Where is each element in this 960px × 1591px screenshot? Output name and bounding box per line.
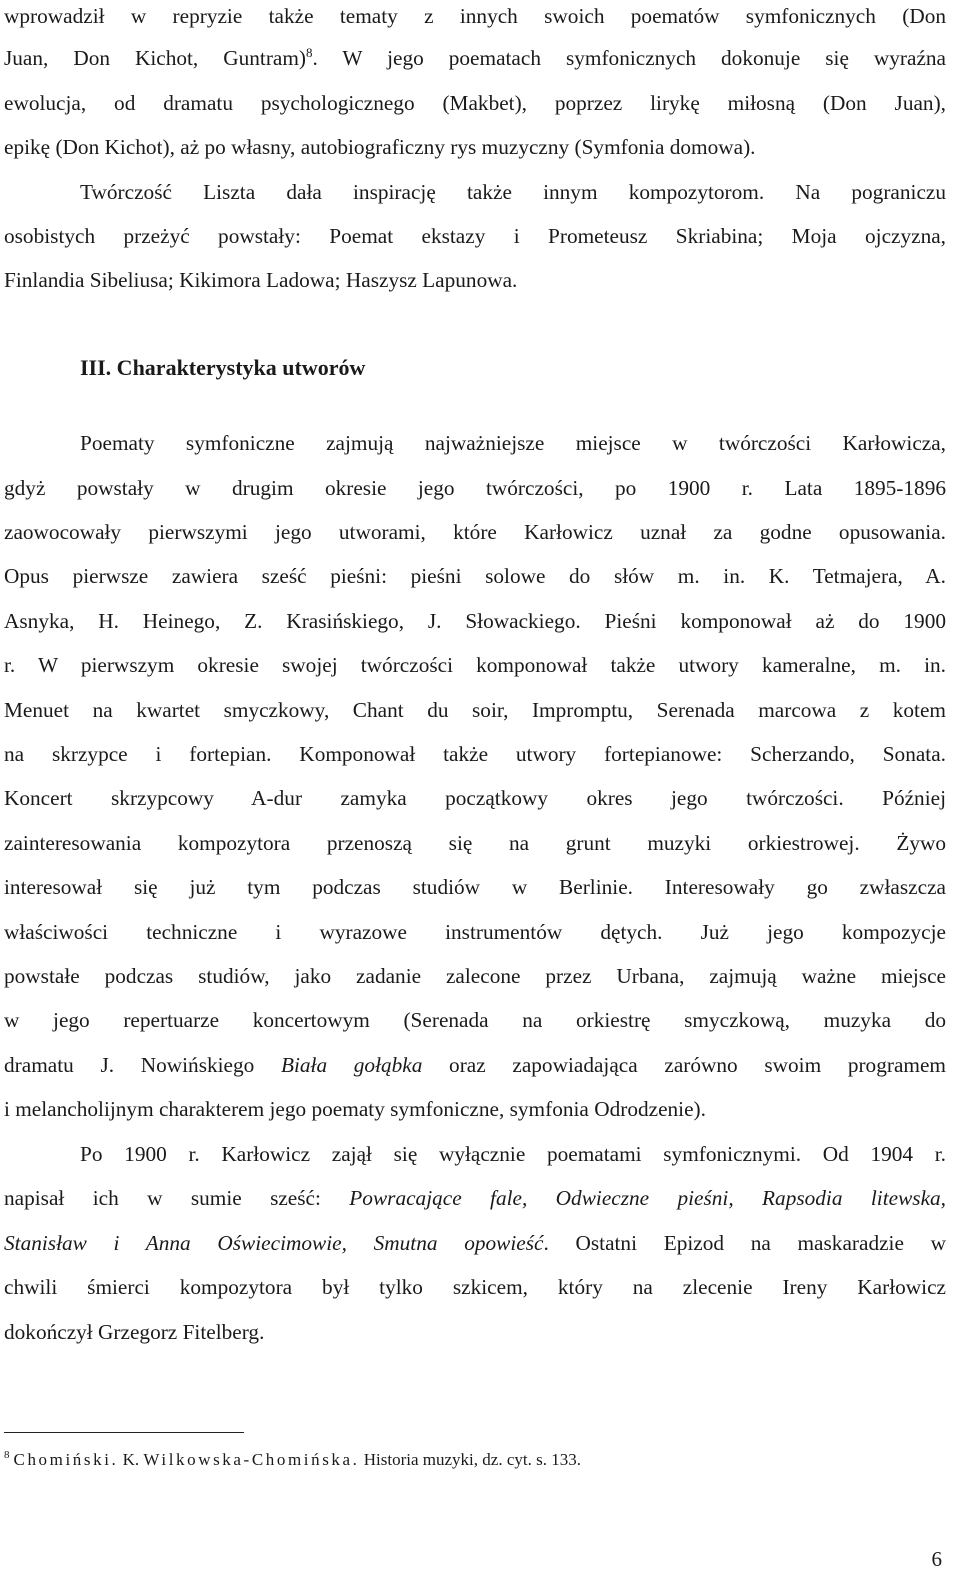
text-line: gdyż powstały w drugim okresie jego twórczości, po 1900 r. Lata 1895-1896 bbox=[4, 476, 946, 500]
text-line: Asnyka, H. Heinego, Z. Krasińskiego, J. Słowackiego. Pieśni komponował aż do 1900 bbox=[4, 609, 946, 633]
text-line: Po 1900 r. Karłowicz zajął się wyłącznie poematami symfonicznymi. Od 1904 r. bbox=[80, 1142, 946, 1166]
section-heading: III. Charakterystyka utworów bbox=[80, 355, 366, 380]
work-titles: Powracające fale, Odwieczne pieśni, Rapsodia litewska, bbox=[349, 1186, 946, 1210]
text-span: Juan, Don Kichot, Guntram) bbox=[4, 46, 307, 70]
text-line: na skrzypce i fortepian. Komponował także utwory fortepianowe: Scherzando, Sonata. bbox=[4, 742, 946, 766]
text-span: . Ostatni Epizod na maskaradzie w bbox=[543, 1231, 946, 1255]
text-line: Opus pierwsze zawiera sześć pieśni: pieśni solowe do słów m. in. K. Tetmajera, A. bbox=[4, 564, 946, 588]
text-line bbox=[4, 1229, 946, 1257]
work-titles: Stanisław i Anna Oświecimowie, Smutna opowieść bbox=[4, 1231, 544, 1255]
footnote bbox=[4, 1448, 581, 1472]
work-title: Biała gołąbka bbox=[280, 1053, 423, 1077]
text-line: Koncert skrzypcowy A-dur zamyka początkowy okres jego twórczości. Później bbox=[4, 786, 946, 810]
text-line bbox=[4, 44, 946, 72]
footnote-author: Wilkowska-Chomińska. bbox=[143, 1450, 360, 1469]
text-line: epikę (Don Kichot), aż po własny, autobiograficzny rys muzyczny (Symfonia domowa). bbox=[4, 135, 756, 159]
text-line: wprowadził w repryzie także tematy z innych swoich poematów symfonicznych (Don bbox=[4, 4, 946, 28]
text-line: zainteresowania kompozytora przenoszą się na grunt muzyki orkiestrowej. Żywo bbox=[4, 831, 946, 855]
text-line: Finlandia Sibeliusa; Kikimora Ladowa; Haszysz Lapunowa. bbox=[4, 268, 518, 292]
text-line: właściwości techniczne i wyrazowe instrumentów dętych. Już jego kompozycje bbox=[4, 920, 946, 944]
text-span: oraz zapowiadająca zarówno swoim programem bbox=[422, 1053, 946, 1077]
text-span: napisał ich w sumie sześć: bbox=[4, 1186, 350, 1210]
footnote-separator bbox=[4, 1432, 244, 1433]
text-line: interesował się już tym podczas studiów w Berlinie. Interesowały go zwłaszcza bbox=[4, 875, 946, 899]
text-line: osobistych przeżyć powstały: Poemat ekstazy i Prometeusz Skriabina; Moja ojczyzna, bbox=[4, 224, 946, 248]
text-line: powstałe podczas studiów, jako zadanie zalecone przez Urbana, zajmują ważne miejsce bbox=[4, 964, 946, 988]
footnote-number: 8 bbox=[4, 1449, 10, 1462]
footnote-text: K. bbox=[118, 1450, 144, 1469]
text-line bbox=[4, 1051, 946, 1079]
text-line: w jego repertuarze koncertowym (Serenada na orkiestrę smyczkową, muzyka do bbox=[4, 1008, 946, 1032]
footnote-text: Historia muzyki, dz. cyt. s. 133. bbox=[359, 1450, 581, 1469]
text-line: r. W pierwszym okresie swojej twórczości komponował także utwory kameralne, m. in. bbox=[4, 653, 946, 677]
text-line: Poematy symfoniczne zajmują najważniejsze miejsce w twórczości Karłowicza, bbox=[80, 431, 946, 455]
footnote-reference[interactable]: 8 bbox=[306, 44, 313, 60]
page-number: 6 bbox=[931, 1547, 942, 1571]
text-line: ewolucja, od dramatu psychologicznego (Makbet), poprzez lirykę miłosną (Don Juan), bbox=[4, 91, 946, 115]
footnote-author: Chomiński. bbox=[13, 1450, 119, 1469]
text-line: Menuet na kwartet smyczkowy, Chant du soir, Impromptu, Serenada marcowa z kotem bbox=[4, 698, 946, 722]
text-line: zaowocowały pierwszymi jego utworami, które Karłowicz uznał za godne opusowania. bbox=[4, 520, 946, 544]
text-line: dokończył Grzegorz Fitelberg. bbox=[4, 1320, 265, 1344]
text-line: Twórczość Liszta dała inspirację także innym kompozytorom. Na pograniczu bbox=[80, 180, 946, 204]
text-line bbox=[4, 1184, 946, 1212]
text-line: chwili śmierci kompozytora był tylko szkicem, który na zlecenie Ireny Karłowicz bbox=[4, 1275, 946, 1299]
text-span: . W jego poematach symfonicznych dokonuje się wyraźna bbox=[312, 46, 946, 70]
text-span: dramatu J. Nowińskiego bbox=[4, 1053, 281, 1077]
text-line: i melancholijnym charakterem jego poematy symfoniczne, symfonia Odrodzenie). bbox=[4, 1097, 706, 1121]
